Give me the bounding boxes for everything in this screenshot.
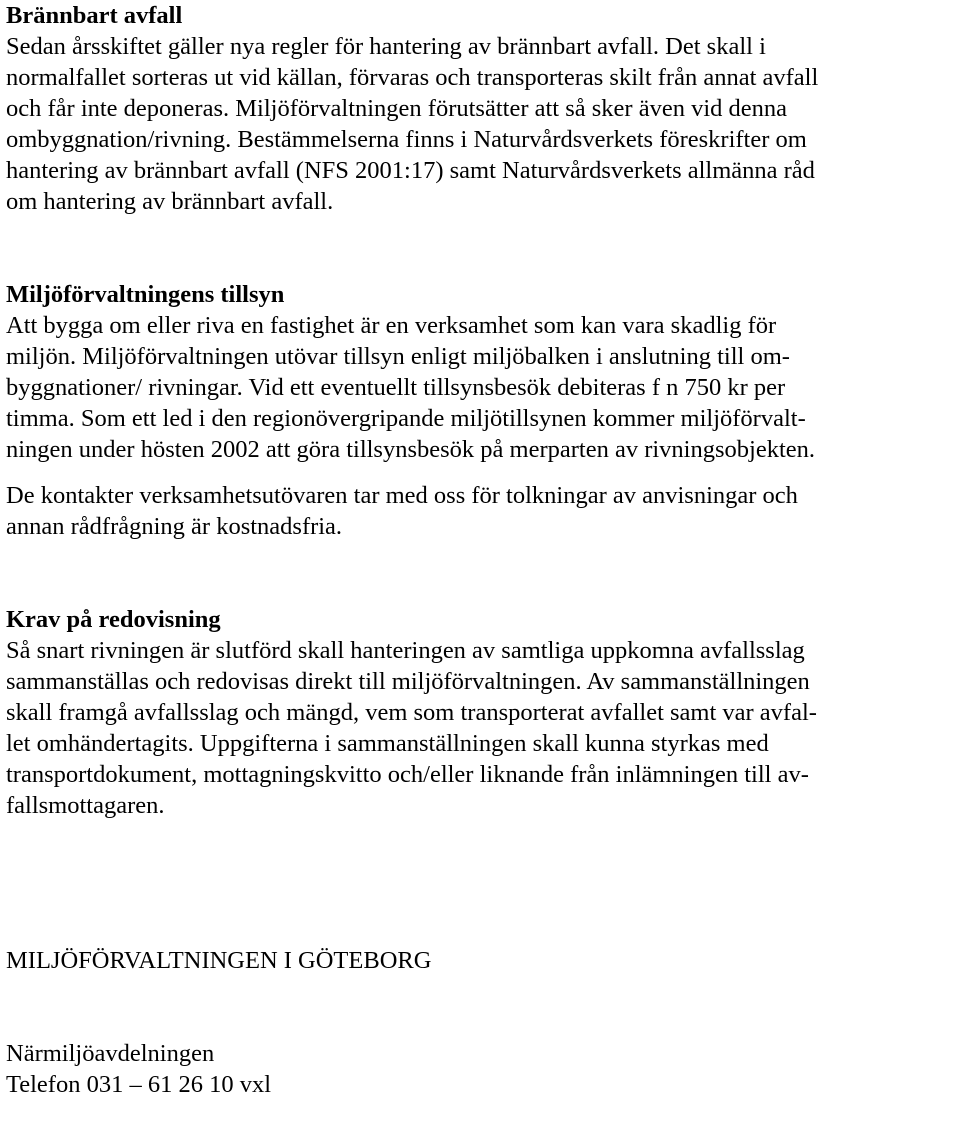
paragraph-line: byggnationer/ rivningar. Vid ett eventuellt tillsynsbesök debiteras f n 750 kr per	[6, 374, 786, 401]
paragraph-line: normalfallet sorteras ut vid källan, förvaras och transporteras skilt från annat avfall	[6, 64, 819, 91]
paragraph-line: fallsmottagaren.	[6, 792, 165, 819]
footer-organization: MILJÖFÖRVALTNINGEN I GÖTEBORG	[6, 947, 432, 974]
section-heading: Brännbart avfall	[6, 2, 183, 29]
paragraph-line: ningen under hösten 2002 att göra tillsynsbesök på merparten av rivningsobjekten.	[6, 436, 816, 463]
paragraph-line: skall framgå avfallsslag och mängd, vem som transporterat avfallet samt var avfal-	[6, 699, 817, 726]
paragraph-line: transportdokument, mottagningskvitto och/eller liknande från inlämningen till av-	[6, 761, 809, 788]
paragraph-line: De kontakter verksamhetsutövaren tar med oss för tolkningar av anvisningar och	[6, 482, 798, 509]
paragraph-line: timma. Som ett led i den regionövergripande miljötillsynen kommer miljöförvalt-	[6, 405, 806, 432]
paragraph-line: miljön. Miljöförvaltningen utövar tillsyn enligt miljöbalken i anslutning till om-	[6, 343, 790, 370]
paragraph-line: om hantering av brännbart avfall.	[6, 188, 334, 215]
spacer	[6, 914, 956, 945]
footer	[6, 945, 956, 1100]
paragraph-line: Sedan årsskiftet gäller nya regler för hantering av brännbart avfall. Det skall i	[6, 33, 766, 60]
footer-department: Närmiljöavdelningen	[6, 1040, 215, 1067]
footer-phone: Telefon 031 – 61 26 10 vxl	[6, 1071, 272, 1098]
paragraph-line: annan rådfrågning är kostnadsfria.	[6, 513, 343, 540]
paragraph-line: och får inte deponeras. Miljöförvaltningen förutsätter att så sker även vid denna	[6, 95, 788, 122]
section-krav-pa-redovisning	[6, 604, 956, 821]
section-heading: Krav på redovisning	[6, 606, 221, 633]
document	[6, 0, 956, 1100]
spacer	[6, 821, 956, 914]
paragraph-line: ombyggnation/rivning. Bestämmelserna finns i Naturvårdsverkets föreskrifter om	[6, 126, 807, 153]
section-heading: Miljöförvaltningens tillsyn	[6, 281, 285, 308]
spacer	[6, 976, 956, 1038]
spacer	[6, 217, 956, 279]
paragraph-line: Att bygga om eller riva en fastighet är en verksamhet som kan vara skadlig för	[6, 312, 777, 339]
section-brannbart-avfall	[6, 0, 956, 217]
paragraph-line: Så snart rivningen är slutförd skall hanteringen av samtliga uppkomna avfallsslag	[6, 637, 805, 664]
paragraph-line: let omhändertagits. Uppgifterna i sammanställningen skall kunna styrkas med	[6, 730, 769, 757]
spacer	[6, 542, 956, 604]
spacer	[6, 465, 956, 480]
paragraph-line: sammanställas och redovisas direkt till miljöförvaltningen. Av sammanställningen	[6, 668, 810, 695]
paragraph-line: hantering av brännbart avfall (NFS 2001:17) samt Naturvårdsverkets allmänna råd	[6, 157, 815, 184]
section-miljoforvaltningens-tillsyn	[6, 279, 956, 542]
